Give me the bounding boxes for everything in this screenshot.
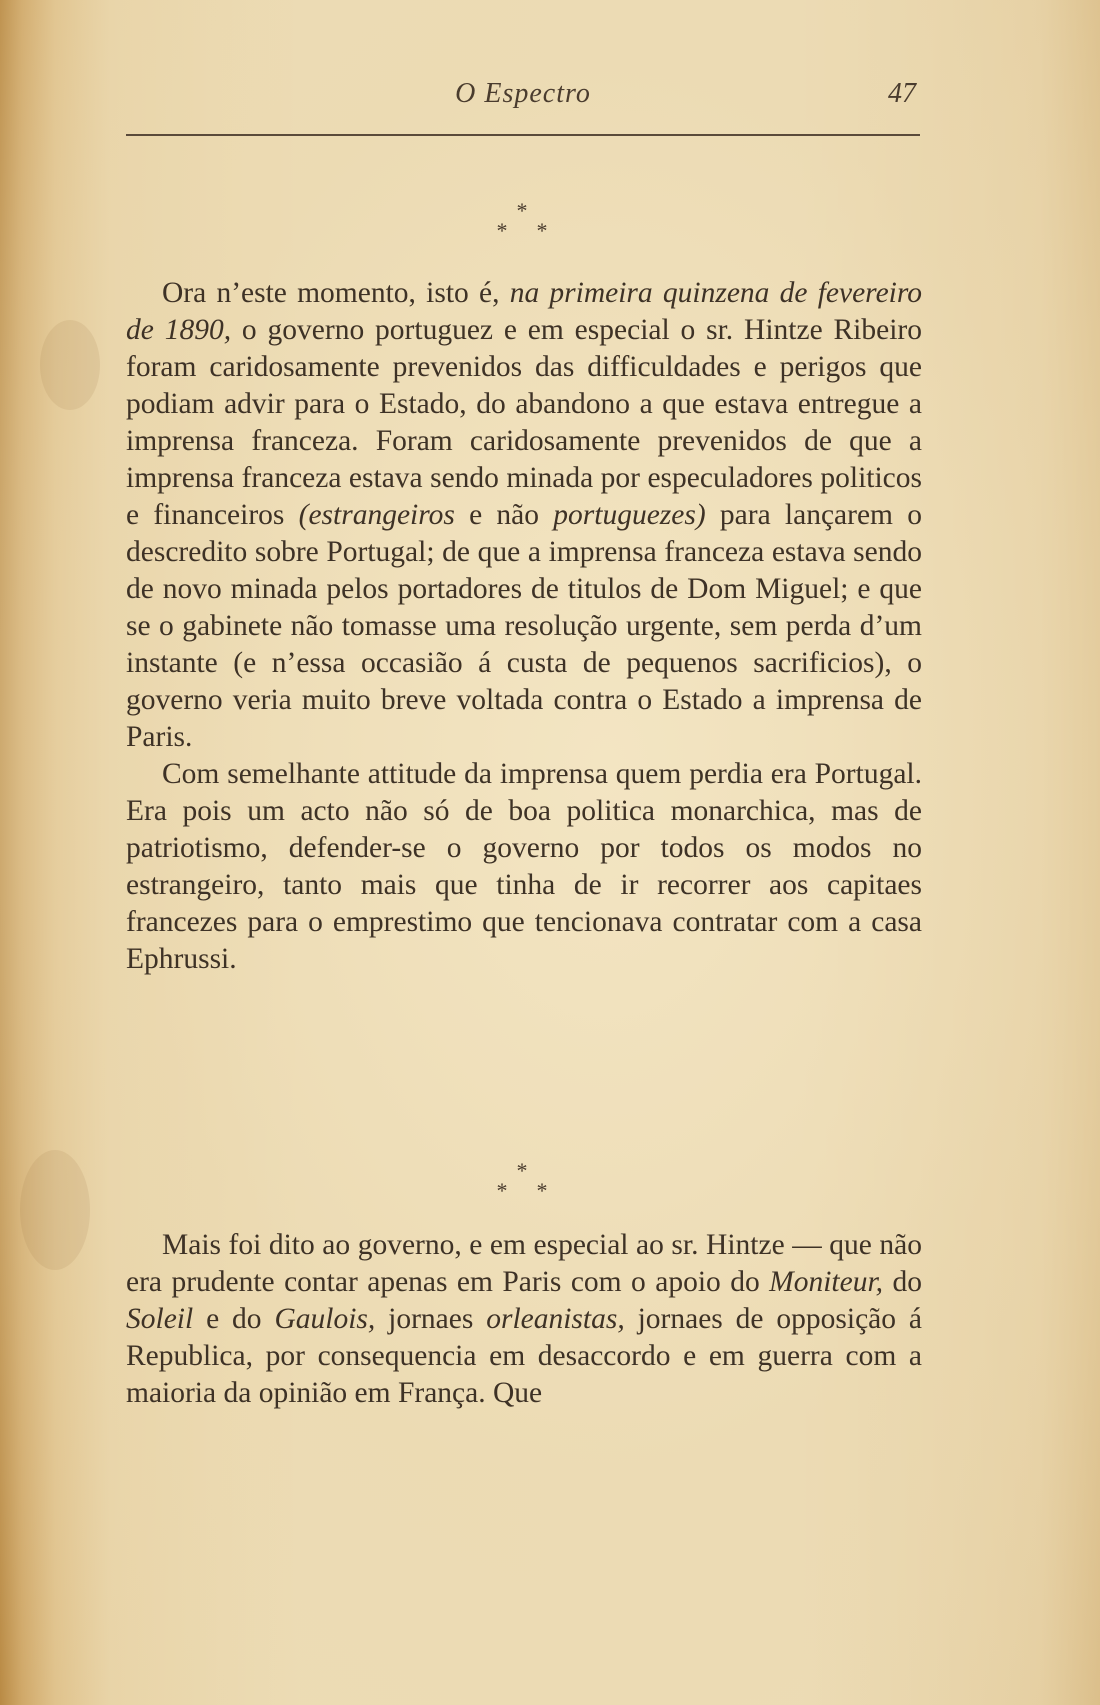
- asterism-star: *: [536, 218, 548, 243]
- text-run: Mais foi dito ao governo, e em especial ao sr. Hintze — que não era prudente contar apenas em Paris com o apoio do: [126, 1229, 922, 1298]
- asterism-star: *: [496, 1178, 508, 1203]
- text-run: e não: [454, 499, 554, 531]
- italic-run: Gaulois,: [274, 1303, 376, 1335]
- page-number: 47: [888, 78, 916, 109]
- section-asterism: [0, 198, 1100, 248]
- paper-stain: [40, 320, 100, 410]
- text-run: do: [883, 1266, 922, 1298]
- running-title: O Espectro: [455, 78, 591, 109]
- italic-run: na primeira quinzena de fevereiro de 1890,: [126, 277, 922, 346]
- text-run: e do: [193, 1303, 275, 1335]
- section-2-text: [126, 1227, 922, 1412]
- italic-run: portuguezes): [553, 499, 706, 531]
- text-run: jornaes: [375, 1303, 487, 1335]
- paragraph: [126, 1227, 922, 1412]
- section-1-text: [126, 275, 922, 978]
- header-rule: [126, 134, 920, 136]
- asterism-star: *: [516, 198, 528, 223]
- asterism-star: *: [516, 1158, 528, 1183]
- running-head: [126, 78, 920, 118]
- text-run: jornaes de opposição á Republica, por consequencia em desaccordo e em guerra com a maioria da opinião em França. Que: [126, 1303, 922, 1409]
- italic-run: Moniteur,: [769, 1266, 884, 1298]
- paragraph: [126, 275, 922, 756]
- text-run: para lançarem o descredito sobre Portugal; de que a imprensa franceza estava sendo de novo minada pelos portadores de titulos de Dom Miguel; e que se o gabinete não tomasse uma resolução urgente, sem perda d’um instante (e n’essa occasião á custa de pequenos sacrificios), o governo veria muito breve voltada contra o Estado a imprensa de Paris.: [126, 499, 922, 753]
- section-asterism: [0, 1158, 1100, 1208]
- asterism-star: *: [496, 218, 508, 243]
- text-run: Com semelhante attitude da imprensa quem perdia era Portugal. Era pois um acto não só de boa politica monarchica, mas de patriotismo, defender-se o governo por todos os modos no estrangeiro, tanto mais que tinha de ir recorrer aos capitaes francezes para o emprestimo que tencionava contratar com a casa Ephrussi.: [126, 758, 922, 975]
- asterism-star: *: [536, 1178, 548, 1203]
- text-run: o governo portuguez e em especial o sr. Hintze Ribeiro foram caridosamente prevenidos das difficuldades e perigos que podiam advir para o Estado, do abandono a que estava entregue a imprensa franceza. Foram caridosamente prevenidos de que a imprensa franceza estava sendo minada por especuladores politicos e financeiros: [126, 314, 922, 531]
- italic-run: orleanistas,: [486, 1303, 625, 1335]
- italic-run: (estrangeiros: [298, 499, 455, 531]
- italic-run: Soleil: [126, 1303, 194, 1335]
- text-run: Ora n’este momento, isto é,: [162, 277, 510, 309]
- paragraph: [126, 756, 922, 978]
